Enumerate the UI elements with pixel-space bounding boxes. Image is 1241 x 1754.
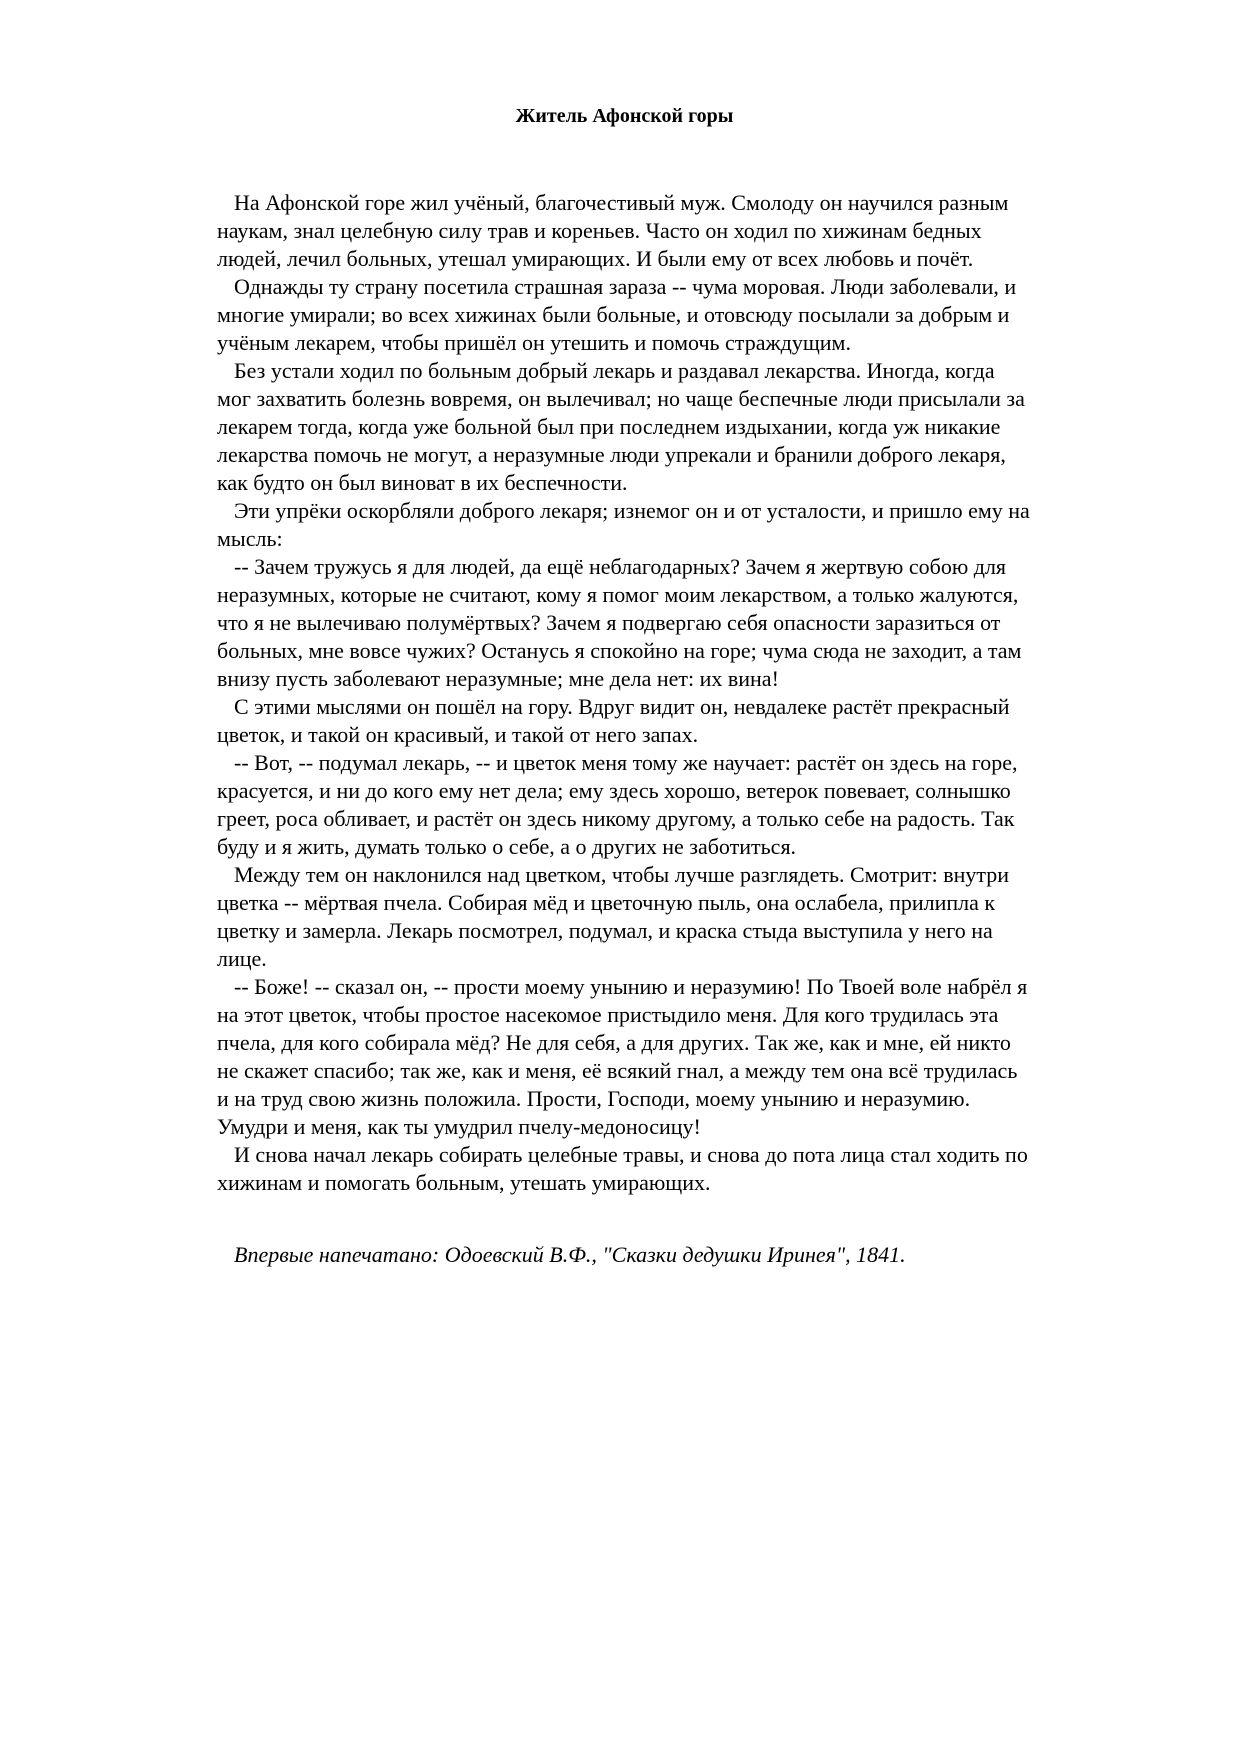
- story-paragraph: На Афонской горе жил учёный, благочестивый муж. Смолоду он научился разным наукам, знал целебную силу трав и кореньев. Часто он ходил по хижинам бедных людей, лечил больных, утешал умирающих. И были ему от всех любовь и почёт.: [217, 190, 1009, 271]
- story-title: Житель Афонской горы: [515, 105, 734, 127]
- story-paragraph: -- Зачем тружусь я для людей, да ещё неблагодарных? Зачем я жертвую собою для неразумных, которые не считают, кому я помог моим лекарством, а только жалуются, что я не вылечиваю полумёртвых? Зачем я подвергаю себя опасности заразиться от больных, мне вовсе чужих? Останусь я спокойно на горе; чума сюда не заходит, а там внизу пусть заболевают неразумные; мне дела нет: их вина!: [217, 554, 1022, 691]
- story-paragraph: Между тем он наклонился над цветком, чтобы лучше разглядеть. Смотрит: внутри цветка -- мёртвая пчела. Собирая мёд и цветочную пыль, она ослабела, прилипла к цветку и замерла. Лекарь посмотрел, подумал, и краска стыда выступила у него на лице.: [217, 862, 1010, 971]
- story-paragraph: -- Боже! -- сказал он, -- прости моему унынию и неразумию! По Твоей воле набрёл я на этот цветок, чтобы простое насекомое пристыдило меня. Для кого трудилась эта пчела, для кого собирала мёд? Не для себя, а для других. Так же, как и мне, ей никто не скажет спасибо; так же, как и меня, её всякий гнал, а между тем она всё трудилась и на труд свою жизнь положила. Прости, Господи, моему унынию и неразумию. Умудри и меня, как ты умудрил пчелу-медоносицу!: [217, 974, 1028, 1139]
- publication-note: Впервые напечатано: Одоевский В.Ф., "Сказки дедушки Иринея", 1841.: [234, 1242, 906, 1267]
- story-paragraph: -- Вот, -- подумал лекарь, -- и цветок меня тому же научает: растёт он здесь на горе, красуется, и ни до кого ему нет дела; ему здесь хорошо, ветерок повевает, солнышко греет, роса обливает, и растёт он здесь никому другому, а только себе на радость. Так буду и я жить, думать только о себе, а о других не заботиться.: [217, 750, 1018, 859]
- story-paragraph: С этими мыслями он пошёл на гору. Вдруг видит он, невдалеке растёт прекрасный цветок, и такой он красивый, и такой от него запах.: [217, 694, 1010, 747]
- story-paragraph: Однажды ту страну посетила страшная зараза -- чума моровая. Люди заболевали, и многие умирали; во всех хижинах были больные, и отовсюду посылали за добрым и учёным лекарем, чтобы пришёл он утешить и помочь страждущим.: [217, 274, 1017, 355]
- story-paragraph: Без устали ходил по больным добрый лекарь и раздавал лекарства. Иногда, когда мог захватить болезнь вовремя, он вылечивал; но чаще беспечные люди присылали за лекарем тогда, когда уже больной был при последнем издыхании, когда уж никакие лекарства помочь не могут, а неразумные люди упрекали и бранили доброго лекаря, как будто он был виноват в их беспечности.: [217, 358, 1025, 495]
- story-paragraph: И снова начал лекарь собирать целебные травы, и снова до пота лица стал ходить по хижинам и помогать больным, утешать умирающих.: [217, 1142, 1028, 1195]
- story-paragraph: Эти упрёки оскорбляли доброго лекаря; изнемог он и от усталости, и пришло ему на мысль:: [217, 498, 1030, 551]
- story-body: [217, 189, 1032, 1269]
